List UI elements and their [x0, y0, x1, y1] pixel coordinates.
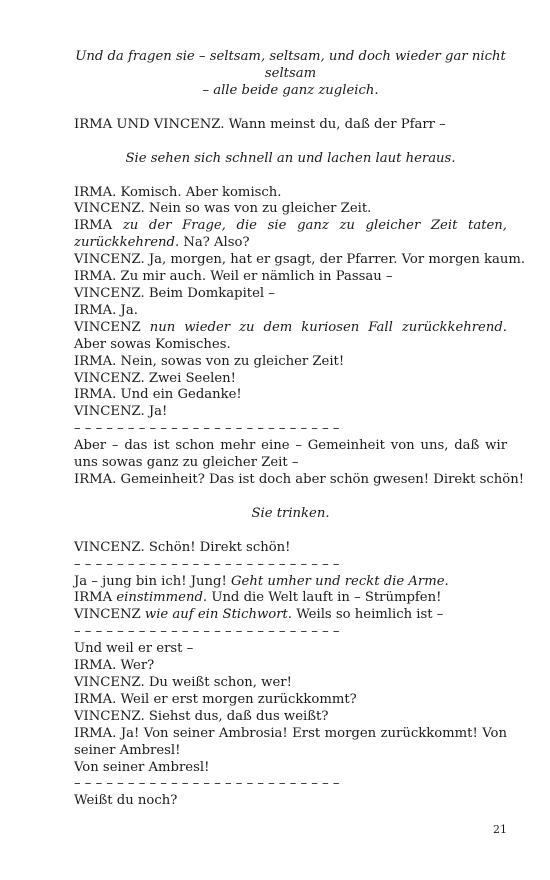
dialogue-line: IRMA. Komisch. Aber komisch. — [74, 184, 282, 200]
dialogue-line: IRMA. Weil er erst morgen zurückkommt? — [74, 691, 357, 707]
dialogue-line: VINCENZ nun wieder zu dem kuriosen Fall zurückkehrend. Aber sowas Komisches. — [74, 319, 507, 352]
dialogue-line: IRMA UND VINCENZ. Wann meinst du, daß der Pfarr – — [74, 116, 446, 132]
dialogue-line: VINCENZ. Siehst dus, daß dus weißt? — [74, 708, 329, 724]
stage-direction: Sie trinken. — [251, 505, 330, 521]
dialogue-line: IRMA. Ja. — [74, 302, 138, 318]
dialogue-line: Und weil er erst – — [74, 641, 194, 657]
dash-separator: – – – – – – – – – – – – – – – – – – – – – – – – – — [74, 556, 340, 572]
dialogue-line: IRMA. Gemeinheit? Das ist doch aber schön gwesen! Direkt schön! — [74, 471, 525, 487]
dialogue-line: Ja – jung bin ich! Jung! Geht umher und reckt die Arme. — [74, 573, 449, 589]
dialogue-line: IRMA zu der Frage, die sie ganz zu gleicher Zeit taten, zurückkehrend. Na? Also? — [74, 218, 507, 251]
dash-separator: – – – – – – – – – – – – – – – – – – – – – – – – – — [74, 624, 340, 640]
page-number: 21 — [493, 823, 507, 836]
dialogue-line: VINCENZ. Nein so was von zu gleicher Zeit. — [74, 201, 372, 217]
dialogue-line: VINCENZ. Du weißt schon, wer! — [74, 675, 292, 690]
dialogue-line: Aber – das ist schon mehr eine – Gemeinheit von uns, daß wir uns sowas ganz zu gleicher Zeit – — [74, 438, 507, 471]
dialogue-line: VINCENZ. Beim Domkapitel – — [74, 285, 275, 301]
dialogue-line: VINCENZ. Ja, morgen, hat er gsagt, der Pfarrer. Vor morgen kaum. — [74, 252, 526, 268]
dialogue-line: IRMA. Ja! Von seiner Ambrosia! Erst morgen zurückkommt! Von seiner Ambresl! — [74, 725, 507, 758]
dialogue-line: IRMA. Zu mir auch. Weil er nämlich in Passau – — [74, 269, 393, 285]
dash-separator: – – – – – – – – – – – – – – – – – – – – – – – – – — [74, 421, 340, 437]
dialogue-line: VINCENZ. Ja! — [74, 404, 168, 420]
play-text — [74, 49, 526, 810]
stage-direction: Und da fragen sie – seltsam, seltsam, und doch wieder gar nicht seltsam – alle beide ganz zugleich. — [75, 49, 506, 98]
dialogue-line: IRMA einstimmend. Und die Welt lauft in – Strümpfen! — [74, 590, 442, 606]
dialogue-line: IRMA. Wer? — [74, 658, 155, 674]
dash-separator: – – – – – – – – – – – – – – – – – – – – – – – – – — [74, 776, 340, 792]
dialogue-line: Weißt du noch? — [74, 793, 178, 809]
dialogue-line: IRMA. Und ein Gedanke! — [74, 387, 242, 403]
dialogue-line: VINCENZ wie auf ein Stichwort. Weils so heimlich ist – — [74, 607, 444, 623]
stage-direction: Sie sehen sich schnell an und lachen laut heraus. — [125, 150, 456, 166]
dialogue-line: IRMA. Nein, sowas von zu gleicher Zeit! — [74, 353, 345, 369]
dialogue-line: Von seiner Ambresl! — [74, 759, 210, 775]
dialogue-line: VINCENZ. Zwei Seelen! — [74, 370, 236, 386]
dialogue-line: VINCENZ. Schön! Direkt schön! — [74, 539, 291, 555]
